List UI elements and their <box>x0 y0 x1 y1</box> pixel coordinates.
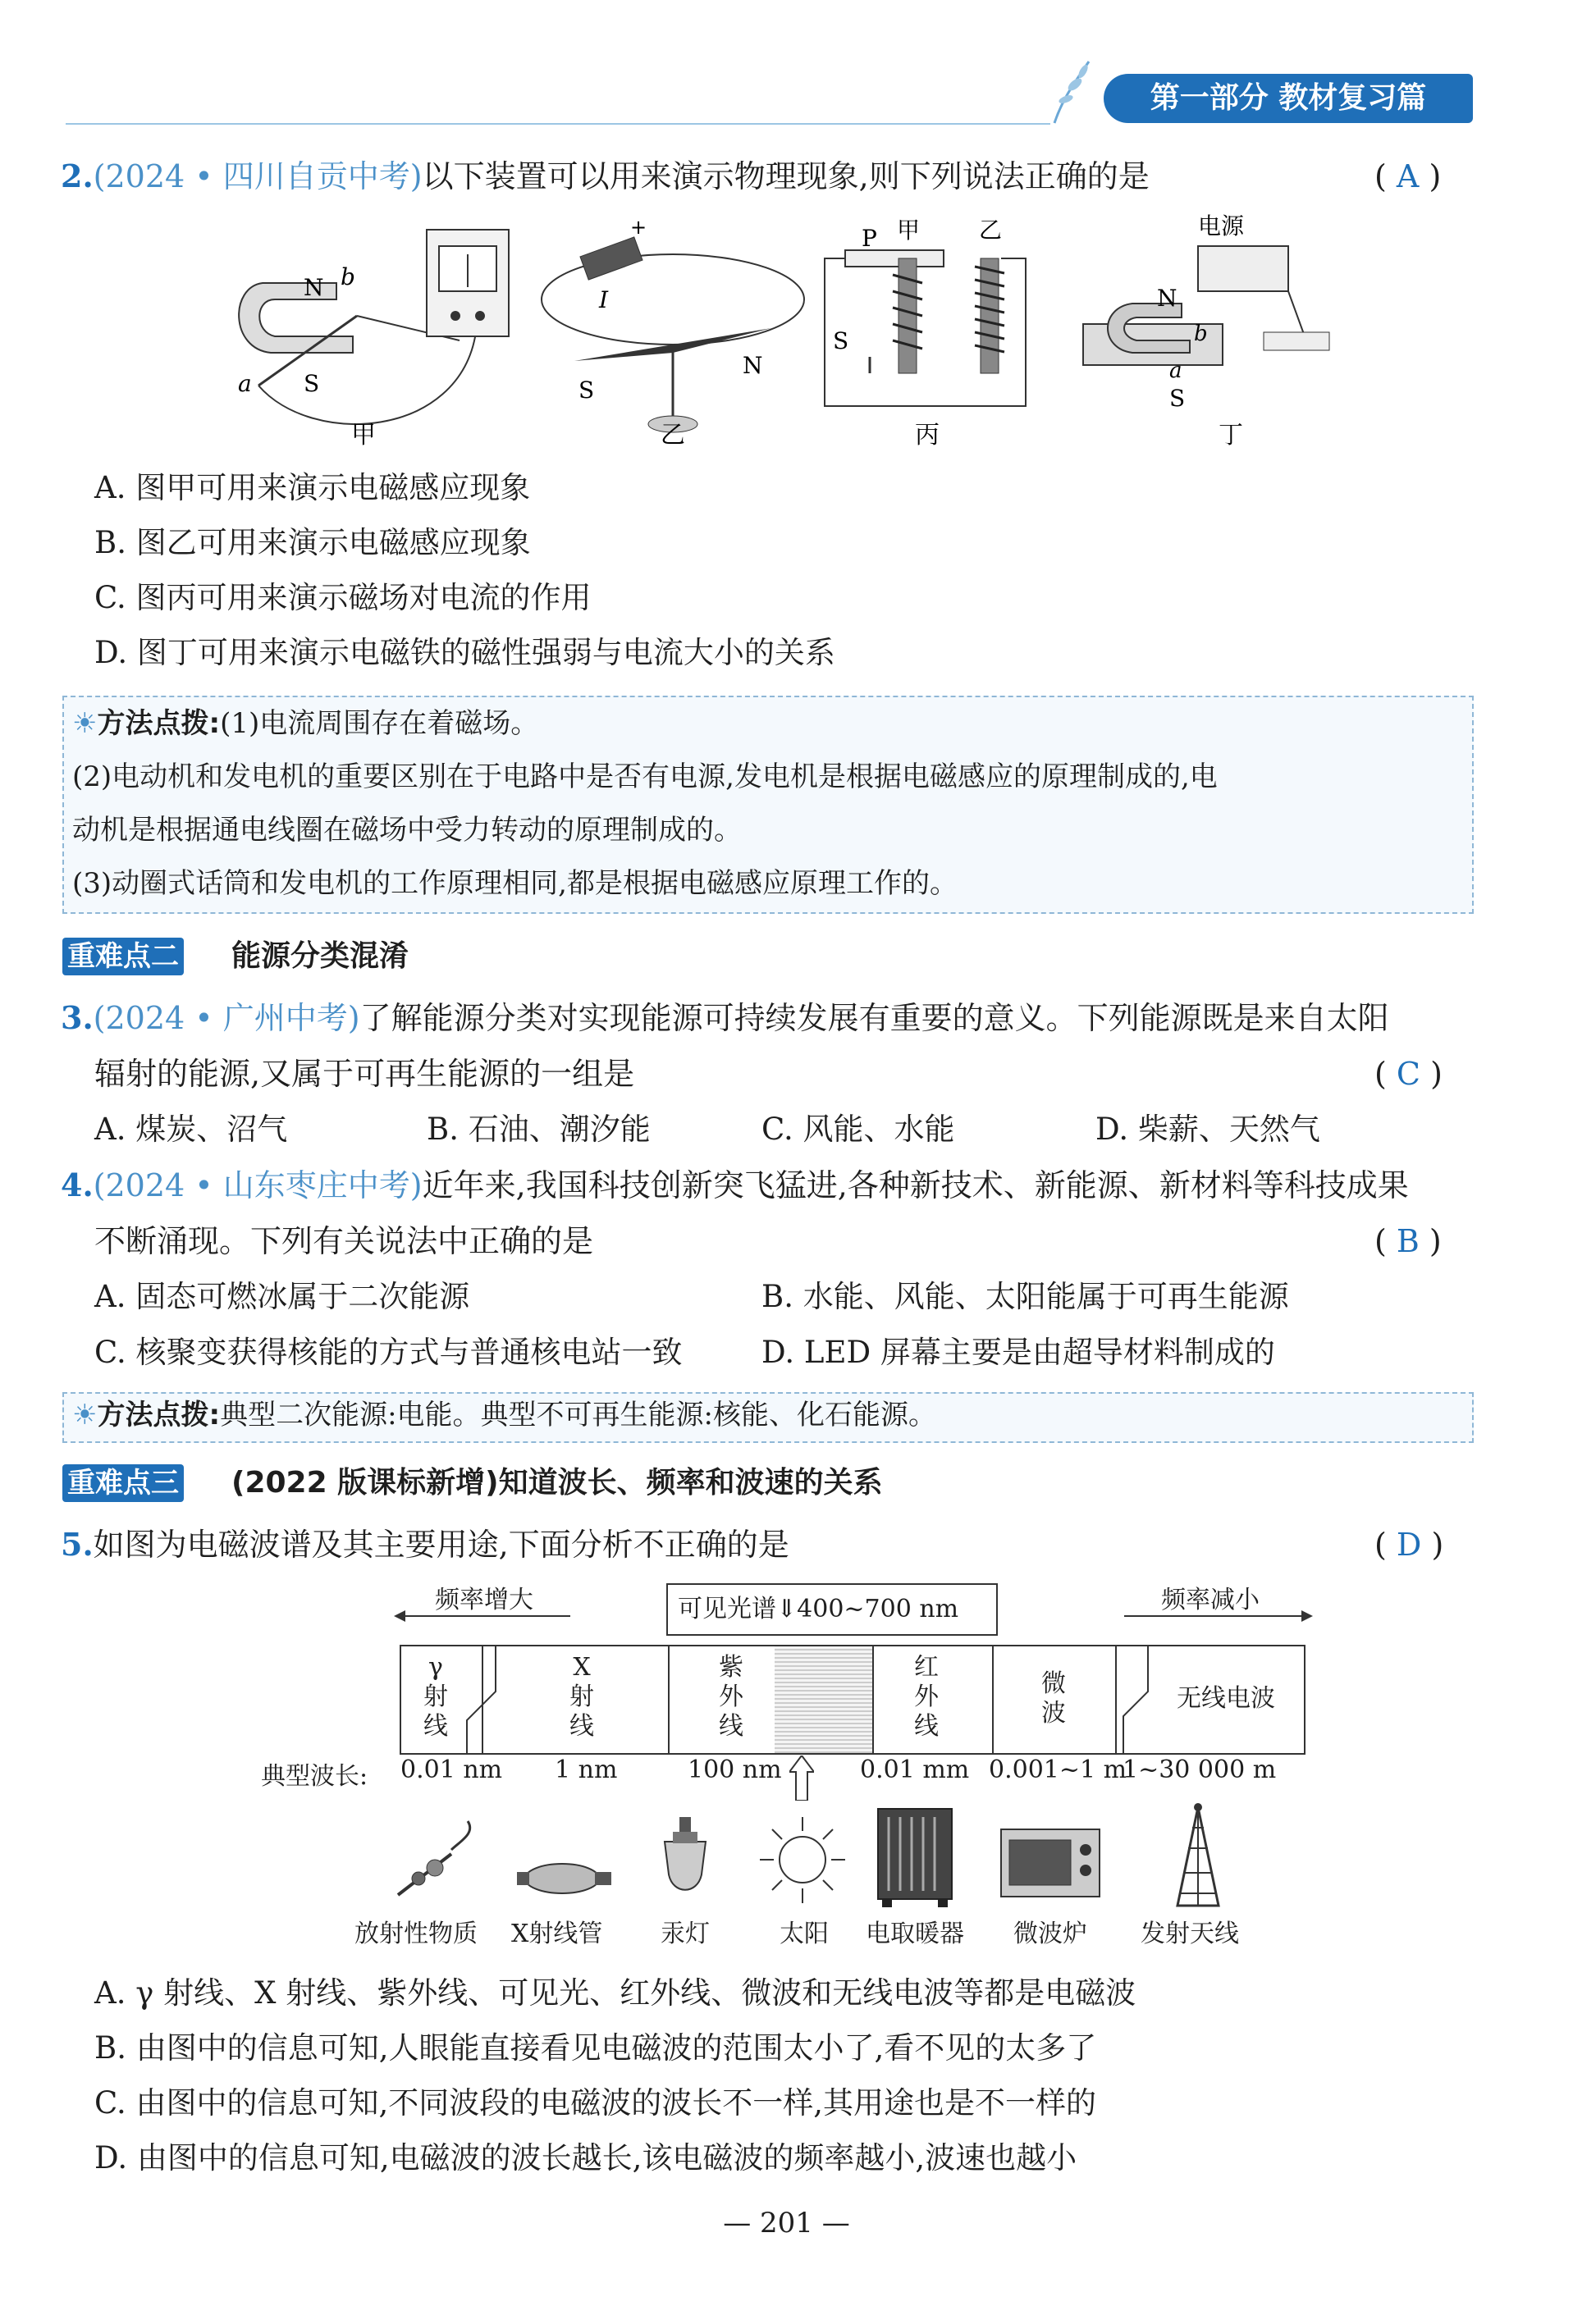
figure-yi <box>542 216 804 432</box>
caption-bing: 丙 <box>915 421 940 450</box>
section3-title: (2022 版课标新增)知道波长、频率和波速的关系 <box>231 1466 883 1500</box>
band-gamma: γ射线 <box>423 1653 448 1741</box>
q2-stem <box>61 156 1150 197</box>
up-arrow-icon <box>789 1756 814 1801</box>
transmitting-antenna-icon <box>1169 1803 1227 1910</box>
tip1-line3: 动机是根据通电线圈在磁场中受力转动的原理制成的。 <box>72 814 742 847</box>
down-arrow-icon: ⇓ <box>776 1595 798 1623</box>
page-number: — 201 — <box>723 2207 850 2240</box>
bing-yi: 乙 <box>979 217 1003 244</box>
header-tag: 第一部分 教材复习篇 <box>1104 74 1473 123</box>
yi-S: S <box>578 377 595 404</box>
figure-jia <box>238 230 509 424</box>
band-ir: 红外线 <box>914 1653 939 1741</box>
q2-option-c: C. 图丙可用来演示磁场对电流的作用 <box>94 580 592 615</box>
q3-option-d: D. 柴薪、天然气 <box>1095 1112 1320 1147</box>
ding-N: N <box>1157 285 1177 312</box>
svg-text:+: + <box>630 216 647 239</box>
use-mercury-lamp: 汞灯 <box>661 1920 710 1948</box>
q4-option-d: D. LED 屏幕主要是由超导材料制成的 <box>761 1335 1275 1370</box>
q4-stem2: 不断涌现。下列有关说法中正确的是 <box>94 1223 594 1259</box>
yi-I: I <box>599 286 609 313</box>
band-radio: 无线电波 <box>1177 1684 1275 1713</box>
q2-source: (2024 • 四川自贡中考) <box>93 158 423 194</box>
wavelength-ir: 0.01 mm <box>860 1756 970 1784</box>
yi-N: N <box>743 352 763 379</box>
q2-text: 以下装置可以用来演示物理现象,则下列说法正确的是 <box>422 158 1150 194</box>
q4-option-a: A. 固态可燃冰属于二次能源 <box>94 1279 470 1314</box>
q5-stem: 5.如图为电磁波谱及其主要用途,下面分析不正确的是 <box>61 1526 789 1563</box>
q2-answer: ( A ) <box>1374 158 1442 194</box>
q5-option-b: B. 由图中的信息可知,人眼能直接看见电磁波的范围太小了,看不见的太多了 <box>94 2030 1097 2066</box>
microwave-oven-icon <box>997 1825 1104 1903</box>
use-microwave: 微波炉 <box>1013 1920 1087 1948</box>
caption-jia: 甲 <box>351 421 376 450</box>
q5-option-c: C. 由图中的信息可知,不同波段的电磁波的波长不一样,其用途也是不一样的 <box>94 2085 1097 2121</box>
bing-S: S <box>833 327 849 354</box>
lightbulb-icon: ☀ <box>72 707 98 740</box>
q2-answer-value: A <box>1396 158 1420 194</box>
tip1-line4: (3)动圈式话筒和发电机的工作原理相同,都是根据电磁感应原理工作的。 <box>72 867 958 900</box>
electric-heater-icon <box>874 1805 956 1911</box>
lightbulb-icon: ☀ <box>72 1399 98 1431</box>
spectrum-bar <box>400 1645 1305 1755</box>
wavelength-label: 典型波长: <box>261 1762 368 1791</box>
figure-ding <box>1083 212 1329 412</box>
xray-tube-icon <box>517 1854 615 1903</box>
q2-option-a: A. 图甲可用来演示电磁感应现象 <box>94 470 531 505</box>
wavelength-microwave: 0.001~1 m <box>989 1756 1127 1784</box>
q5-option-d: D. 由图中的信息可知,电磁波的波长越长,该电磁波的频率越小,波速也越小 <box>94 2140 1077 2176</box>
caption-ding: 丁 <box>1219 421 1243 450</box>
bing-P: P <box>862 225 877 252</box>
q2-option-b: B. 图乙可用来演示电磁感应现象 <box>94 525 531 560</box>
figure-bing <box>825 217 1026 406</box>
band-xray: X射线 <box>569 1653 594 1741</box>
q4-stem1: 4.(2024 • 山东枣庄中考)近年来,我国科技创新突飞猛进,各种新技术、新能源、新材料等科技成果 <box>61 1167 1409 1203</box>
band-uv: 紫外线 <box>719 1653 743 1741</box>
q5-answer: ( D ) <box>1374 1527 1444 1563</box>
q5-option-a: A. γ 射线、X 射线、紫外线、可见光、红外线、微波和无线电波等都是电磁波 <box>94 1975 1136 2011</box>
band-microwave: 微波 <box>1041 1669 1066 1728</box>
sun-icon <box>753 1813 852 1907</box>
wavelength-gamma: 0.01 nm <box>400 1756 503 1784</box>
q4-option-b: B. 水能、风能、太阳能属于可再生能源 <box>761 1279 1289 1314</box>
section3-badge: 重难点三 <box>62 1464 184 1502</box>
right-arrow-icon <box>1124 1608 1313 1624</box>
mercury-lamp-icon <box>656 1817 714 1903</box>
q2-number: 2. <box>61 158 94 194</box>
jia-b: b <box>341 263 355 290</box>
q3-option-c: C. 风能、水能 <box>761 1112 955 1147</box>
section2-title: 能源分类混淆 <box>231 939 409 973</box>
wavelength-radio: 1~30 000 m <box>1123 1756 1277 1784</box>
bing-jia: 甲 <box>897 217 921 244</box>
ding-a: a <box>1169 358 1182 383</box>
q2-option-d: D. 图丁可用来演示电磁铁的磁性强弱与电流大小的关系 <box>94 635 835 670</box>
tip2-line: ☀方法点拨:典型二次能源:电能。典型不可再生能源:核能、化石能源。 <box>72 1399 937 1431</box>
caption-yi: 乙 <box>661 421 685 450</box>
q2-figures <box>213 209 1379 455</box>
q3-answer: ( C ) <box>1374 1056 1443 1092</box>
jia-a: a <box>238 370 252 397</box>
use-xray-tube: X射线管 <box>511 1920 603 1948</box>
left-arrow-icon <box>394 1608 574 1624</box>
use-radioactive: 放射性物质 <box>354 1920 478 1948</box>
use-sun: 太阳 <box>780 1920 829 1948</box>
section2-badge: 重难点二 <box>62 938 184 975</box>
tip1-line1: ☀方法点拨:(1)电流周围存在着磁场。 <box>72 707 539 740</box>
wavelength-xray: 1 nm <box>555 1756 618 1784</box>
header-rule <box>66 123 1050 125</box>
q3-option-b: B. 石油、潮汐能 <box>427 1112 651 1147</box>
tip1-line2: (2)电动机和发电机的重要区别在于电路中是否有电源,发电机是根据电磁感应的原理制成的,电 <box>72 760 1218 793</box>
q3-option-a: A. 煤炭、沼气 <box>94 1112 288 1147</box>
q3-stem2: 辐射的能源,又属于可再生能源的一组是 <box>94 1056 635 1092</box>
wavelength-uv: 100 nm <box>688 1756 782 1784</box>
ding-power: 电源 <box>1198 212 1245 240</box>
use-antenna: 发射天线 <box>1141 1920 1239 1948</box>
visible-spectrum-box: 可见光谱⇓400~700 nm <box>666 1583 998 1636</box>
q3-stem1: 3.(2024 • 广州中考)了解能源分类对实现能源可持续发展有重要的意义。下列能源既是来自太阳 <box>61 999 1389 1036</box>
radioactive-material-icon <box>386 1817 484 1907</box>
q4-option-c: C. 核聚变获得核能的方式与普通核电站一致 <box>94 1335 683 1370</box>
tip1-label: 方法点拨: <box>97 707 221 740</box>
jia-N: N <box>304 274 324 301</box>
ding-S: S <box>1169 385 1186 412</box>
leaf-decoration-icon <box>1038 53 1104 127</box>
ding-b: b <box>1194 322 1208 346</box>
q4-answer: ( B ) <box>1374 1223 1442 1259</box>
freq-increase-label: 频率增大 <box>435 1586 533 1614</box>
jia-S: S <box>304 370 320 397</box>
freq-decrease-label: 频率减小 <box>1161 1586 1260 1614</box>
use-heater: 电取暖器 <box>866 1920 964 1948</box>
